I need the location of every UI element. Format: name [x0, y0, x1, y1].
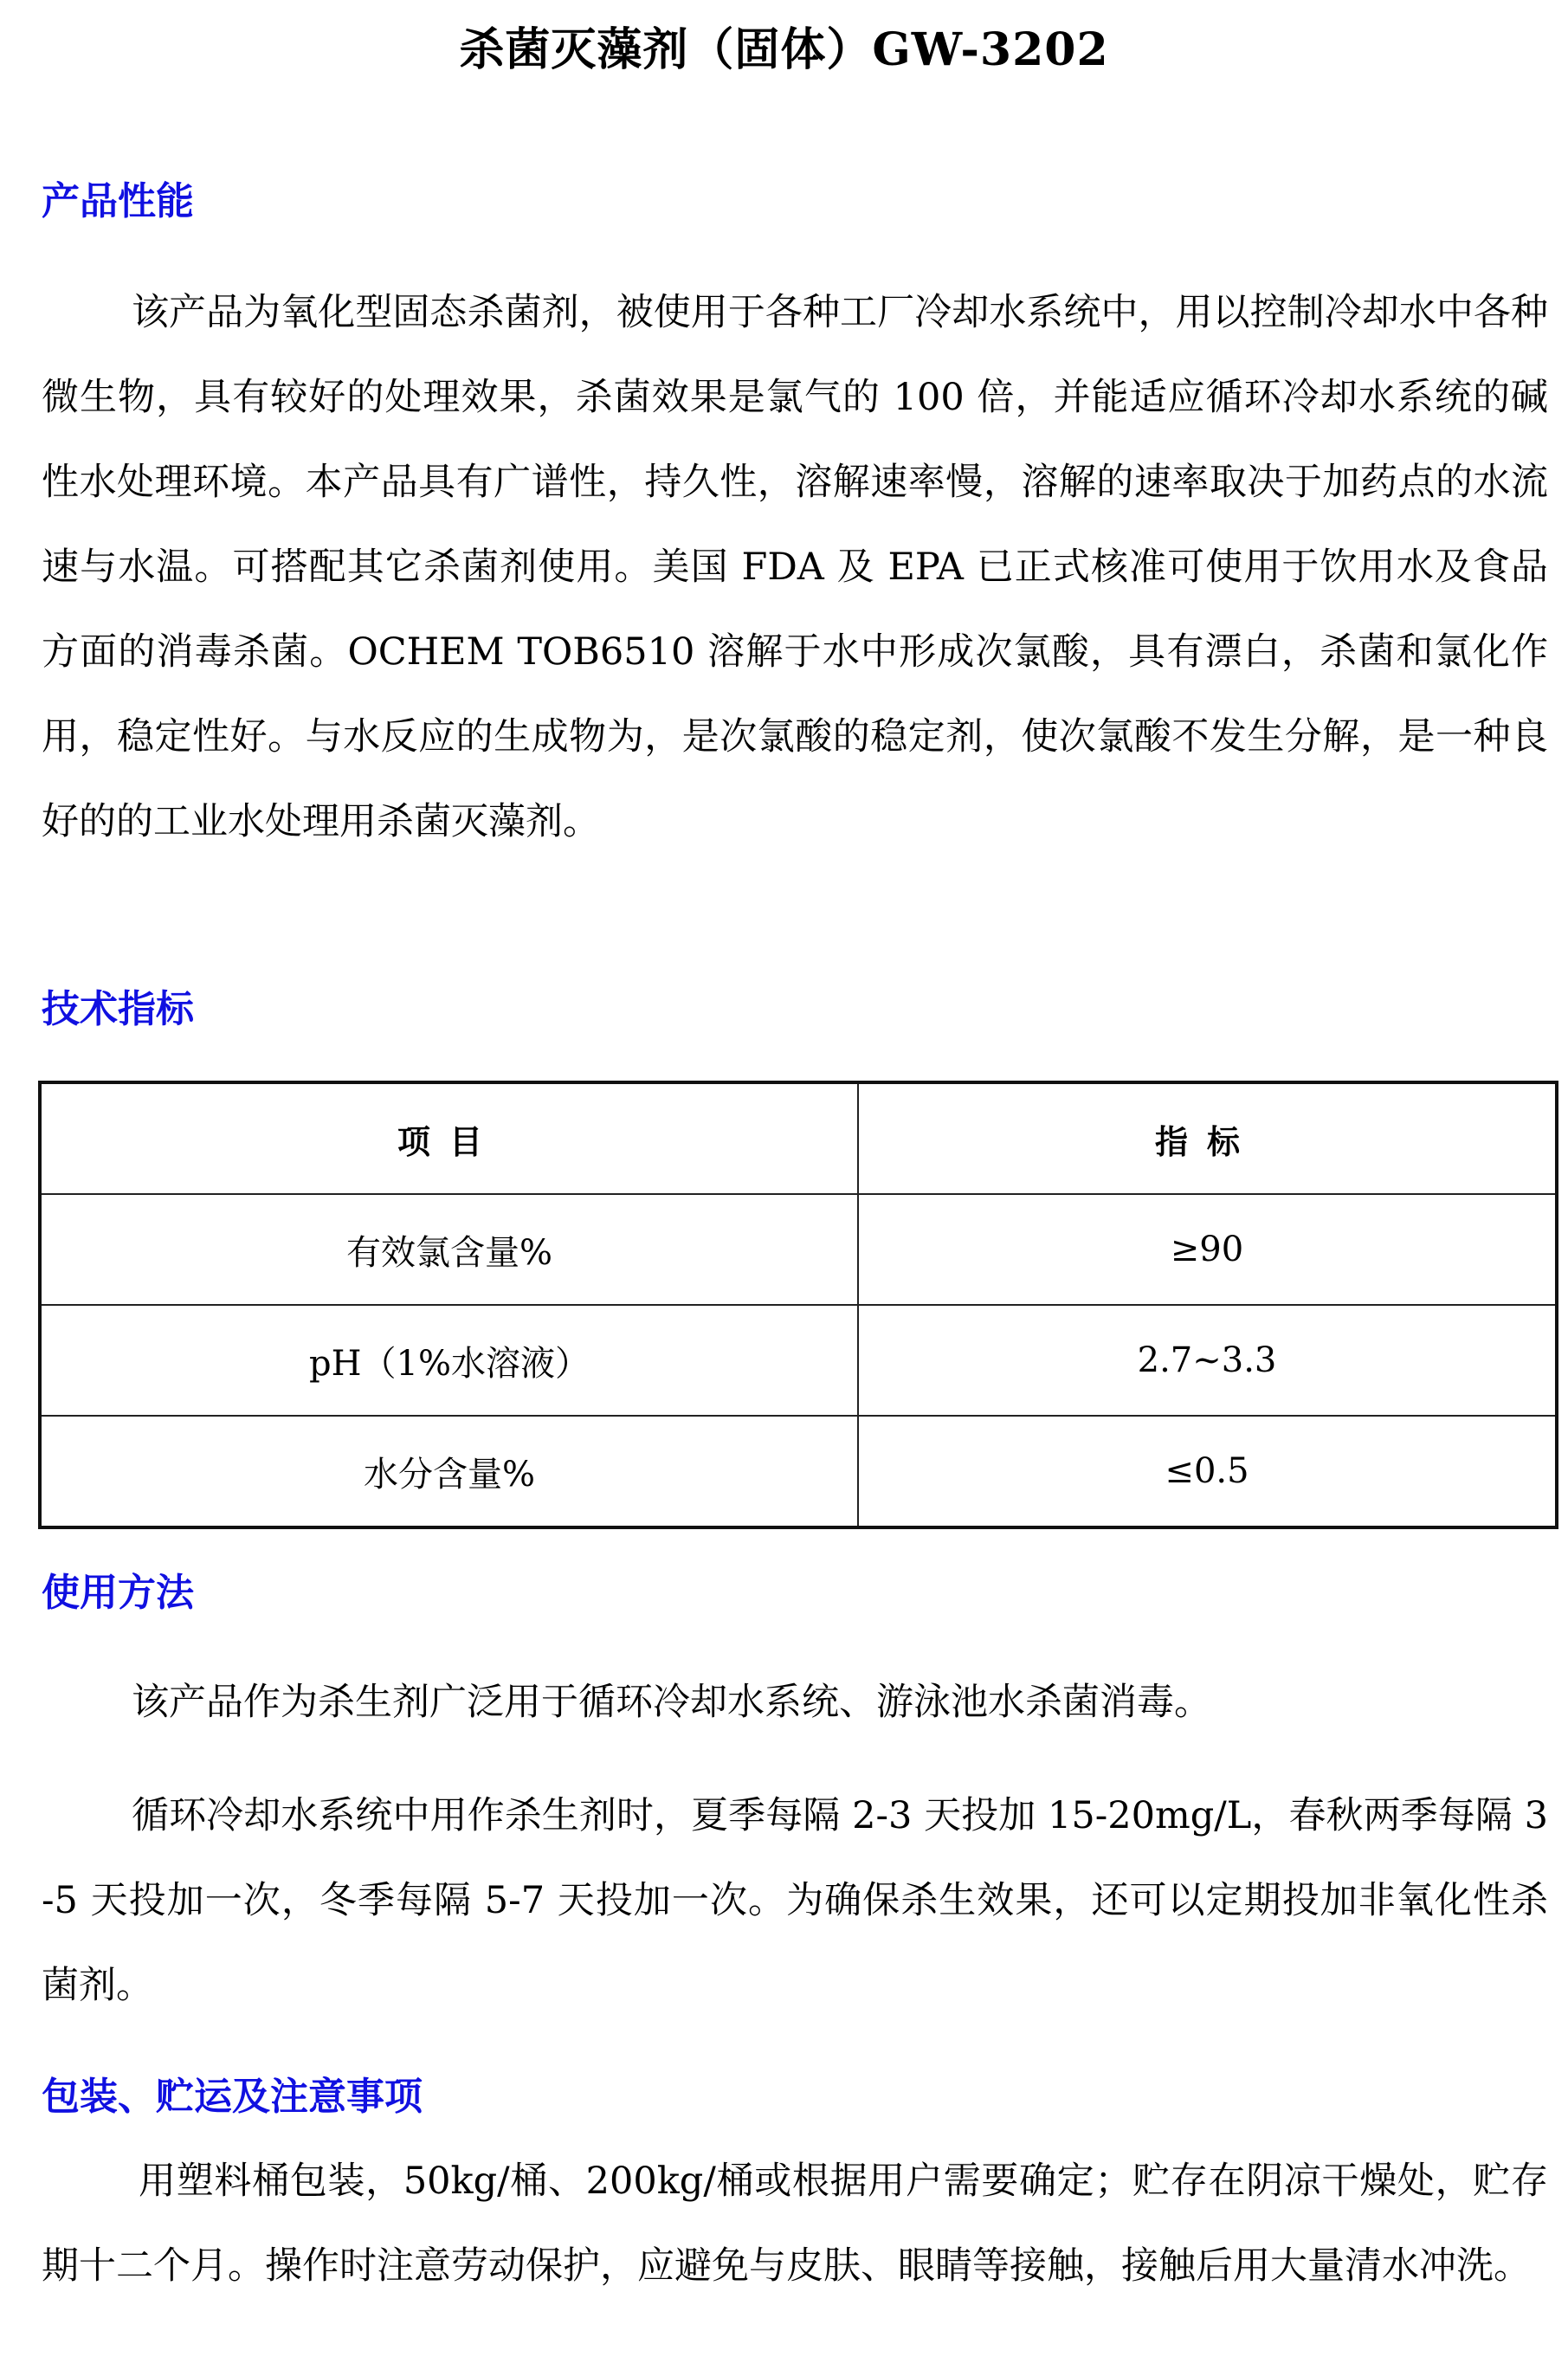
- packaging-paragraph: 用塑料桶包装，50kg/桶、200kg/桶或根据用户需要确定；贮存在阴凉干燥处，贮存期十二个月。操作时注意劳动保护，应避免与皮肤、眼睛等接触，接触后用大量清水冲洗。: [42, 2160, 1548, 2288]
- table-header-cell: 指标: [858, 1082, 1557, 1194]
- table-cell: 水分含量%: [40, 1416, 858, 1527]
- table-row: [40, 1194, 1557, 1305]
- usage-paragraph: 循环冷却水系统中用作杀生剂时，夏季每隔 2-3 天投加 15-20mg/L，春秋两季每隔 3-5 天投加一次，冬季每隔 5-7 天投加一次。为确保杀生效果，还可以定期投加非氧化性杀菌剂。: [42, 1794, 1548, 2007]
- section-heading-usage: 使用方法: [42, 1571, 194, 1615]
- spec-table: [38, 1081, 1558, 1529]
- table-cell: 有效氯含量%: [40, 1194, 858, 1305]
- performance-paragraph: 该产品为氧化型固态杀菌剂，被使用于各种工厂冷却水系统中，用以控制冷却水中各种微生物，具有较好的处理效果，杀菌效果是氯气的 100 倍，并能适应循环冷却水系统的碱性水处理环境。本产品具有广谱性，持久性，溶解速率慢，溶解的速率取决于加药点的水流速与水温。可搭配其它杀菌剂使用。美国 FDA 及 EPA 已正式核准可使用于饮用水及食品方面的消毒杀菌。OCHEM TOB6510 溶解于水中形成次氯酸，具有漂白，杀菌和氯化作用，稳定性好。与水反应的生成物为，是次氯酸的稳定剂，使次氯酸不发生分解，是一种良好的的工业水处理用杀菌灭藻剂。: [42, 291, 1548, 843]
- table-row: [40, 1416, 1557, 1527]
- table-cell: ≥90: [858, 1194, 1557, 1305]
- table-header-row: [40, 1082, 1557, 1194]
- section-heading-packaging: 包装、贮运及注意事项: [42, 2075, 423, 2119]
- table-cell: 2.7~3.3: [858, 1305, 1557, 1416]
- table-cell: ≤0.5: [858, 1416, 1557, 1527]
- table-row: [40, 1305, 1557, 1416]
- usage-paragraph: 该产品作为杀生剂广泛用于循环冷却水系统、游泳池水杀菌消毒。: [132, 1681, 1211, 1724]
- section-heading-performance: 产品性能: [42, 179, 194, 223]
- table-header-cell: 项目: [40, 1082, 858, 1194]
- table-cell: pH（1%水溶液）: [40, 1305, 858, 1416]
- section-heading-specs: 技术指标: [42, 987, 194, 1031]
- document-title: 杀菌灭藻剂（固体）GW-3202: [459, 23, 1109, 76]
